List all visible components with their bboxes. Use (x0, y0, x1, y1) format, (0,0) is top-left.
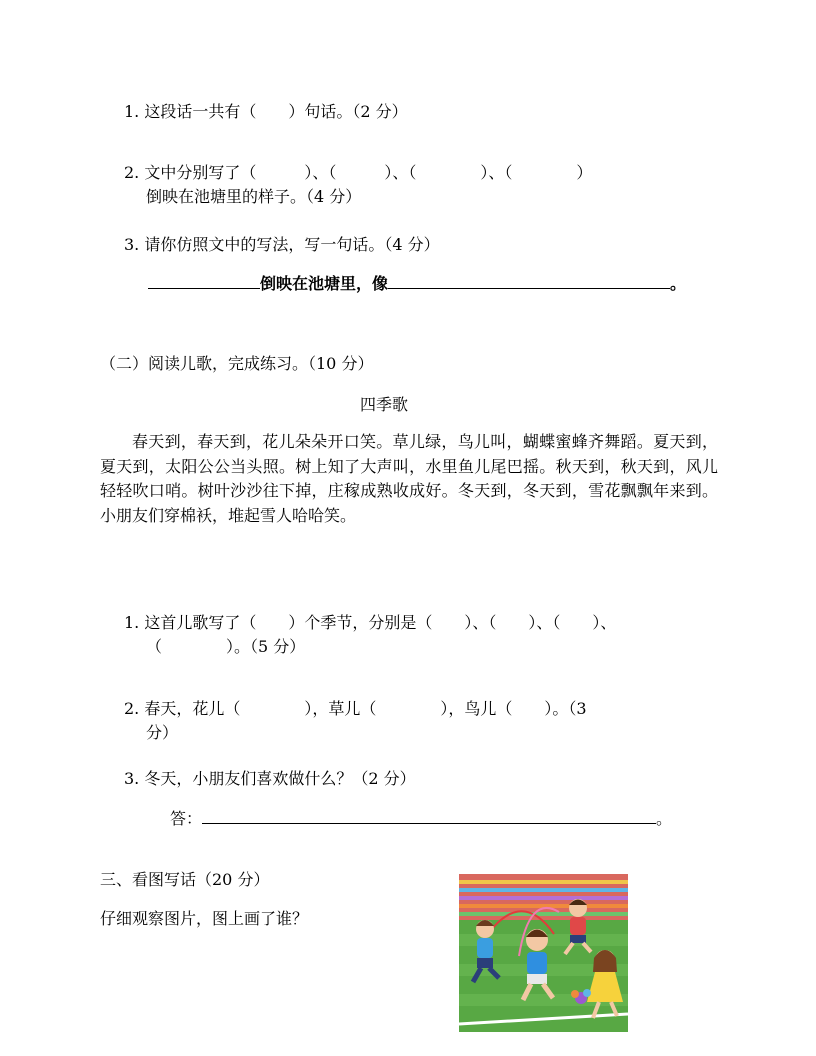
fill-in-end: 。 (670, 274, 687, 293)
section-3-prompt: 仔细观察图片，图上画了谁？ (100, 909, 309, 928)
children-playing-illustration (459, 874, 628, 1032)
poem-title: 四季歌 (360, 395, 409, 414)
section-2-heading: （二）阅读儿歌，完成练习。（10 分） (100, 354, 374, 373)
question-2-1-line2: （ ）。（5 分） (146, 637, 306, 656)
question-1-2-line2: 倒映在池塘里的样子。（4 分） (146, 187, 362, 206)
answer-line (170, 806, 672, 829)
question-2-1-line1: 1. 这首儿歌写了（ ）个季节，分别是（ ）、（ ）、（ ）、 (124, 613, 617, 632)
fill-in-middle-text: 倒映在池塘里，像 (260, 274, 389, 293)
answer-blank-3[interactable] (202, 809, 656, 824)
section-3-heading: 三、看图写话（20 分） (100, 870, 270, 889)
question-1-1: 1. 这段话一共有（ ）句话。（2 分） (124, 102, 408, 121)
answer-end: 。 (656, 809, 673, 828)
answer-blank-2[interactable] (388, 274, 670, 289)
answer-label: 答： (170, 809, 203, 828)
question-1-2-line1: 2. 文中分别写了（ ）、（ ）、（ ）、（ ） (124, 163, 593, 182)
poem-text: 春天到，春天到，花儿朵朵开口笑。草儿绿，鸟儿叫，蝴蝶蜜蜂齐舞蹈。夏天到，夏天到，太阳公公当头照。树上知了大声叫，水里鱼儿尾巴摇。秋天到，秋天到，风儿轻轻吹口哨。树叶沙沙往下掉，庄稼成熟收成好。冬天到，冬天到，雪花飘飘年来到。小朋友们穿棉袄，堆起雪人哈哈笑。 (100, 432, 718, 525)
question-2-2-line2: 分） (146, 723, 179, 742)
fill-in-sentence (148, 271, 686, 294)
illustration-svg (459, 874, 628, 1032)
answer-blank-1[interactable] (148, 274, 260, 289)
question-2-2-line1: 2. 春天，花儿（ ），草儿（ ），鸟儿（ ）。（3 (124, 699, 587, 718)
question-2-3: 3. 冬天，小朋友们喜欢做什么？（2 分） (124, 769, 416, 788)
question-1-3: 3. 请你仿照文中的写法，写一句话。（4 分） (124, 235, 440, 254)
